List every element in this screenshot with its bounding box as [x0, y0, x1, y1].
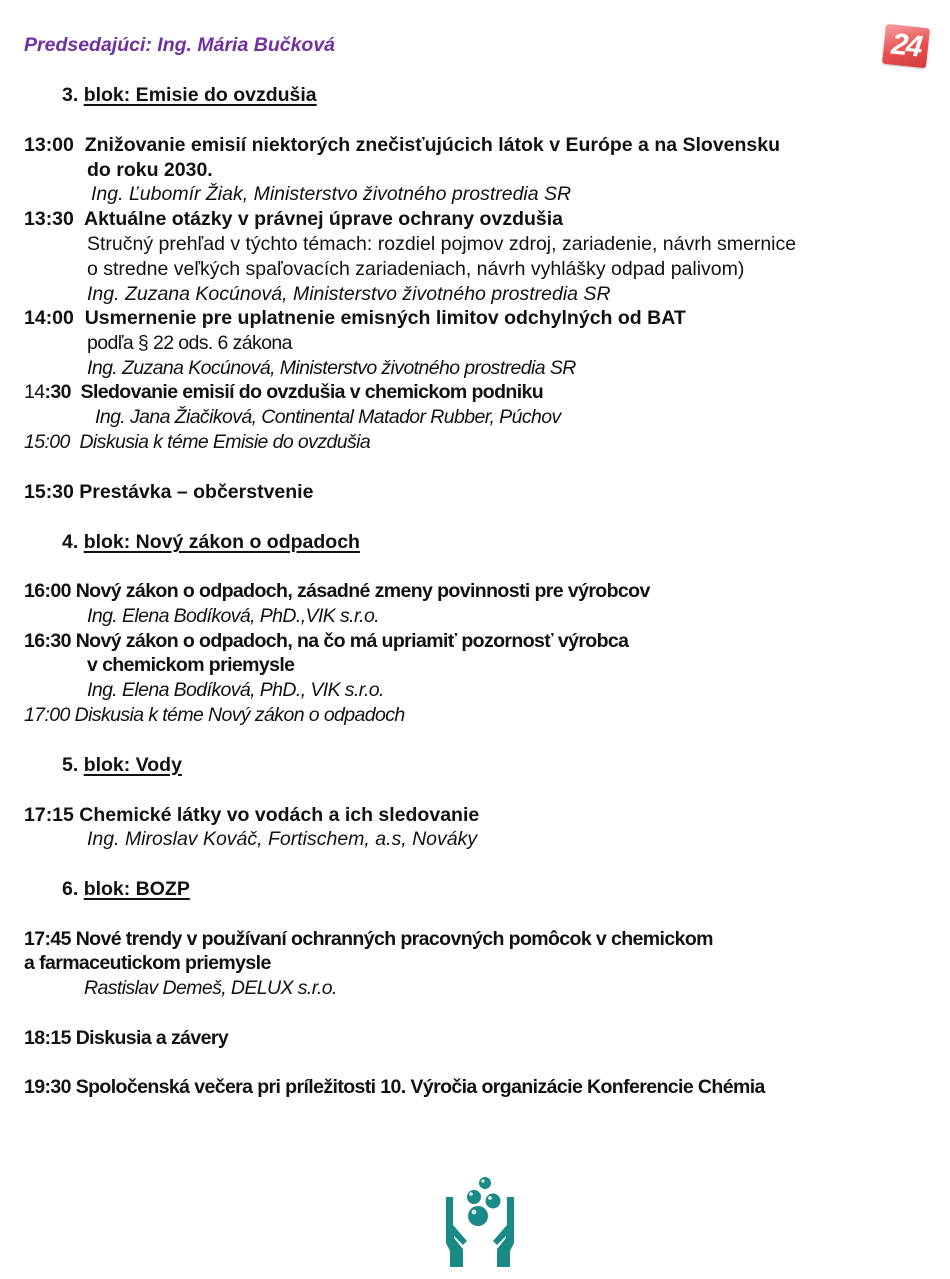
agenda-item-title-cont: v chemickom priemysle — [87, 654, 295, 676]
talk-title: Znižovanie emisií niektorých znečisťujúcich látok v Európe a na Slovensku — [84, 134, 781, 156]
talk-title: Sledovanie emisií do ovzdušia v chemickom podniku — [80, 381, 544, 403]
badge-24-logo: 24 — [882, 24, 930, 68]
time-minute: :30 — [44, 381, 71, 403]
time-hour: 14 — [24, 381, 45, 403]
speaker: Ing. Zuzana Kocúnová, Ministerstvo životného prostredia SR — [87, 283, 611, 305]
speaker: Ing. Elena Bodíková, PhD., VIK s.r.o. — [87, 679, 384, 701]
discussion-item — [24, 430, 370, 454]
speaker: Ing. Ľubomír Žiak, Ministerstvo životného prostredia SR — [91, 183, 572, 205]
agenda-item-title — [24, 133, 780, 157]
block-title: blok: Nový zákon o odpadoch — [83, 531, 360, 553]
talk-title: Aktuálne otázky v právnej úprave ochrany ovzdušia — [84, 208, 563, 230]
speaker: Ing. Jana Žiačiková, Continental Matador Rubber, Púchov — [95, 406, 561, 428]
block-title: blok: Vody — [83, 754, 182, 776]
discussion-item: 17:00 Diskusia k téme Nový zákon o odpadoch — [24, 704, 405, 726]
agenda-item-title: 17:45 Nové trendy v používaní ochranných pracovných pomôcok v chemickom — [24, 928, 713, 950]
block-heading — [62, 877, 190, 901]
agenda-item-title — [24, 207, 563, 231]
time: 15:00 — [24, 431, 70, 453]
agenda-item-title — [24, 306, 686, 330]
block-number: 3. — [62, 84, 79, 106]
block-title: blok: BOZP — [83, 878, 190, 900]
block-heading — [62, 530, 360, 554]
talk-description: o stredne veľkých spaľovacích zariadeniach, návrh vyhlášky odpad palivom) — [87, 258, 745, 280]
closing-item: 18:15 Diskusia a závery — [24, 1027, 229, 1049]
speaker: Ing. Zuzana Kocúnová, Ministerstvo životného prostredia SR — [87, 357, 576, 379]
time: 13:00 — [24, 134, 74, 156]
dinner-item: 19:30 Spoločenská večera pri príležitosti 10. Výročia organizácie Konferencie Chémia — [24, 1076, 765, 1098]
talk-description: podľa § 22 ods. 6 zákona — [87, 332, 292, 354]
block-heading — [62, 753, 182, 777]
agenda-item-title: 16:30 Nový zákon o odpadoch, na čo má upriamiť pozornosť výrobca — [24, 630, 629, 652]
talk-title: Usmernenie pre uplatnenie emisných limitov odchylných od BAT — [84, 307, 686, 329]
agenda-item-title — [24, 380, 543, 404]
chair-line: Predsedajúci: Ing. Mária Bučková — [24, 34, 336, 56]
agenda-item-title: 17:15 Chemické látky vo vodách a ich sledovanie — [24, 804, 480, 826]
block-heading — [62, 83, 317, 107]
agenda-item-title: 16:00 Nový zákon o odpadoch, zásadné zmeny povinnosti pre výrobcov — [24, 580, 650, 602]
time: 14:00 — [24, 307, 74, 329]
block-title: blok: Emisie do ovzdušia — [83, 84, 317, 106]
hands-molecules-logo-icon — [440, 1175, 520, 1267]
agenda-item-title-cont: a farmaceutickom priemysle — [24, 952, 271, 974]
block-number: 6. — [62, 878, 79, 900]
agenda-item-title-cont: do roku 2030. — [87, 159, 213, 181]
speaker: Ing. Miroslav Kováč, Fortischem, a.s, Nováky — [87, 828, 478, 850]
speaker: Rastislav Demeš, DELUX s.r.o. — [84, 977, 337, 999]
discussion-title: Diskusia k téme Emisie do ovzdušia — [79, 431, 371, 453]
break-item: 15:30 Prestávka – občerstvenie — [24, 481, 314, 503]
speaker: Ing. Elena Bodíková, PhD.,VIK s.r.o. — [87, 605, 380, 627]
talk-description: Stručný prehľad v týchto témach: rozdiel pojmov zdroj, zariadenie, návrh smernice — [87, 233, 797, 255]
block-number: 4. — [62, 531, 79, 553]
block-number: 5. — [62, 754, 79, 776]
time: 13:30 — [24, 208, 74, 230]
